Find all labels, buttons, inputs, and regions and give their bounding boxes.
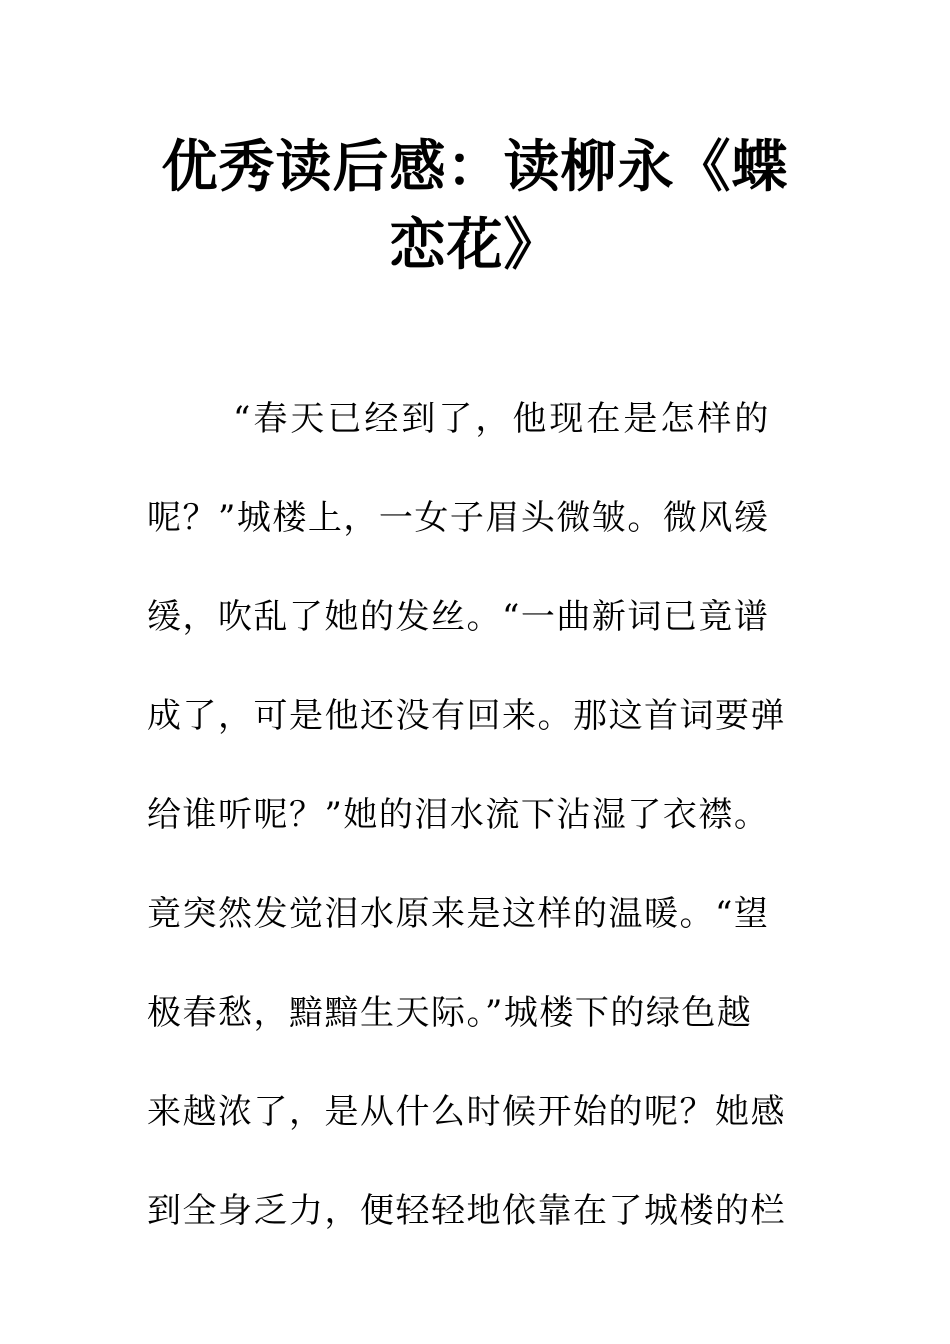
paragraph-line: 极春愁，黯黯生天际。”城楼下的绿色越 [147,993,753,1033]
body-paragraph [147,370,807,1261]
paragraph-line: 给谁听呢？”她的泪水流下沾湿了衣襟。 [147,795,770,835]
paragraph-line: 缓，吹乱了她的发丝。“一曲新词已竟谱 [147,597,770,637]
title-line: 恋花》 [389,212,561,278]
document-title [140,128,810,284]
paragraph-line: 来越浓了，是从什么时候开始的呢？她感 [147,1092,786,1132]
paragraph-line: 成了，可是他还没有回来。那这首词要弹 [147,696,786,736]
paragraph-line: 到全身乏力，便轻轻地依靠在了城楼的栏 [147,1191,786,1231]
title-line: 优秀读后感：读柳永《蝶 [161,134,789,200]
paragraph-line: 竟突然发觉泪水原来是这样的温暖。“望 [147,894,770,934]
paragraph-line: “春天已经到了，他现在是怎样的 [233,399,772,439]
paragraph-line: 呢？”城楼上，一女子眉头微皱。微风缓 [147,498,770,538]
